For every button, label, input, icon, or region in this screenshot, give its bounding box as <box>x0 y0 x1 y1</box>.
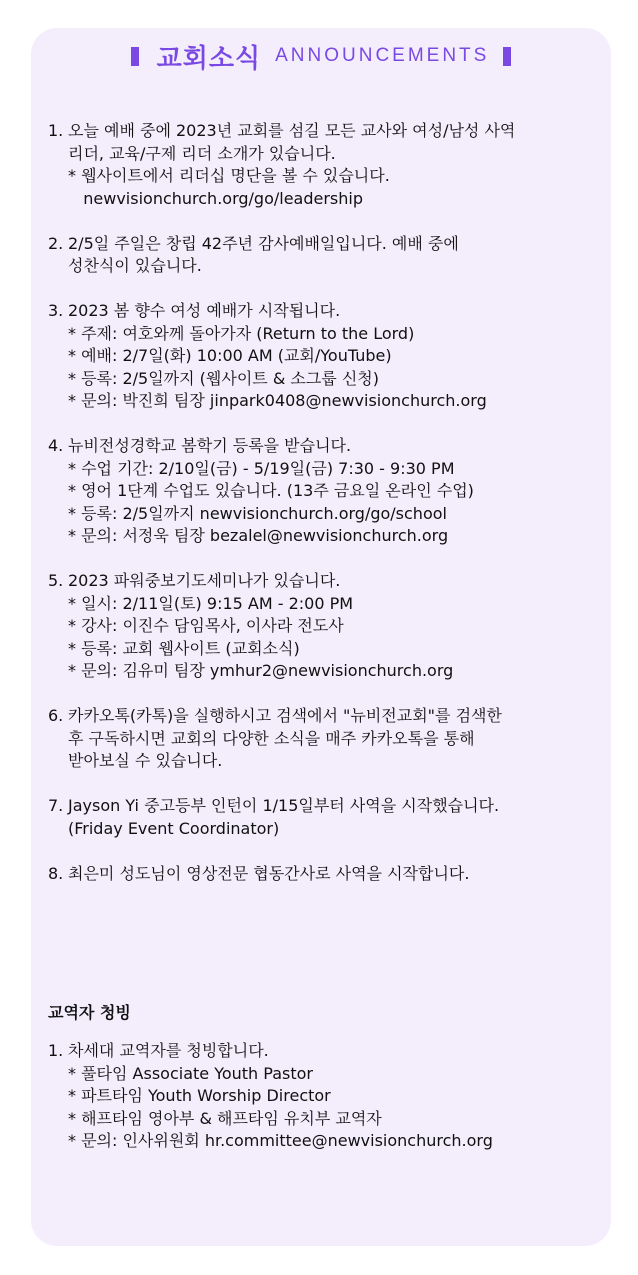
item-number: 4. <box>48 436 64 455</box>
list-item <box>48 863 608 886</box>
list-item <box>48 233 608 278</box>
item-text-line: 성찬식이 있습니다. <box>68 256 202 275</box>
item-detail-line: * 웹사이트에서 리더십 명단을 볼 수 있습니다. <box>68 166 390 185</box>
item-detail-line: * 문의: 서정욱 팀장 bezalel@newvisionchurch.org <box>68 526 449 545</box>
item-detail-line: * 등록: 교회 웹사이트 (교회소식) <box>68 638 300 658</box>
item-detail-line: * 등록: 2/5일까지 newvisionchurch.org/go/school <box>68 503 447 523</box>
item-number: 6. <box>48 706 64 725</box>
item-detail-line: * 문의: 박진희 팀장 jinpark0408@newvisionchurch.org <box>68 391 487 410</box>
item-detail-line: * 해프타임 영아부 & 해프타임 유치부 교역자 <box>68 1108 382 1128</box>
item-number: 7. <box>48 796 64 815</box>
item-number: 1. <box>48 121 64 140</box>
item-text-line: 2023 봄 향수 여성 예배가 시작됩니다. <box>68 301 341 320</box>
item-detail-line: * 문의: 김유미 팀장 ymhur2@newvisionchurch.org <box>68 661 454 680</box>
item-detail-line: newvisionchurch.org/go/leadership <box>68 188 363 208</box>
list-item <box>48 435 608 548</box>
item-text-line: 2023 파워중보기도세미나가 있습니다. <box>68 571 341 590</box>
announcement-list <box>48 120 608 908</box>
item-text-line: 리더, 교육/구제 리더 소개가 있습니다. <box>68 143 336 163</box>
list-item <box>48 705 608 773</box>
list-item <box>48 120 608 210</box>
item-detail-line: * 파트타임 Youth Worship Director <box>68 1086 331 1105</box>
item-number: 5. <box>48 571 64 590</box>
item-detail-line: * 수업 기간: 2/10일(금) - 5/19일(금) 7:30 - 9:30 PM <box>68 458 455 478</box>
header-left-bar <box>131 47 139 66</box>
item-text-line: 카카오톡(카톡)을 실행하시고 검색에서 "뉴비전교회"를 검색한 <box>68 706 502 725</box>
item-detail-line: * 문의: 인사위원회 hr.committee@newvisionchurch.org <box>68 1131 493 1150</box>
item-text-line: 받아보실 수 있습니다. <box>68 751 223 770</box>
item-text-line: 최은미 성도님이 영상전문 협동간사로 사역을 시작합니다. <box>68 863 470 883</box>
item-number: 1. <box>48 1041 64 1060</box>
item-detail-line: * 예배: 2/7일(화) 10:00 AM (교회/YouTube) <box>68 346 392 365</box>
item-detail-line: * 등록: 2/5일까지 (웹사이트 & 소그룹 신청) <box>68 368 380 388</box>
item-text-line: 오늘 예배 중에 2023년 교회를 섬길 모든 교사와 여성/남성 사역 <box>68 121 516 140</box>
item-text-line: 2/5일 주일은 창립 42주년 감사예배일입니다. 예배 중에 <box>68 233 459 253</box>
list-item <box>48 300 608 413</box>
item-detail-line: * 영어 1단계 수업도 있습니다. (13주 금요일 온라인 수업) <box>68 481 474 500</box>
announcements-card <box>31 28 611 1246</box>
header <box>31 38 611 74</box>
title-english: ANNOUNCEMENTS <box>275 45 490 66</box>
item-detail-line: * 풀타임 Associate Youth Pastor <box>68 1063 313 1083</box>
item-detail-line: * 일시: 2/11일(토) 9:15 AM - 2:00 PM <box>68 593 354 613</box>
recruit-section-title: 교역자 청빙 <box>48 1003 131 1022</box>
item-text-line: 후 구독하시면 교회의 다양한 소식을 매주 카카오톡을 통해 <box>68 728 475 748</box>
list-item <box>48 1040 608 1153</box>
item-number: 3. <box>48 301 64 320</box>
item-text-line: 뉴비전성경학교 봄학기 등록을 받습니다. <box>68 436 352 455</box>
item-text-line: Jayson Yi 중고등부 인턴이 1/15일부터 사역을 시작했습니다. <box>68 796 500 815</box>
recruit-list <box>48 1040 608 1175</box>
item-detail-line: * 강사: 이진수 담임목사, 이사라 전도사 <box>68 616 344 635</box>
item-text-line: (Friday Event Coordinator) <box>68 818 280 838</box>
list-item <box>48 570 608 683</box>
list-item <box>48 795 608 840</box>
item-number: 8. <box>48 863 64 883</box>
title-korean: 교회소식 <box>156 43 262 74</box>
item-text-line: 차세대 교역자를 청빙합니다. <box>68 1041 269 1060</box>
header-right-bar <box>503 47 511 66</box>
item-number: 2. <box>48 233 64 253</box>
item-detail-line: * 주제: 여호와께 돌아가자 (Return to the Lord) <box>68 323 415 343</box>
